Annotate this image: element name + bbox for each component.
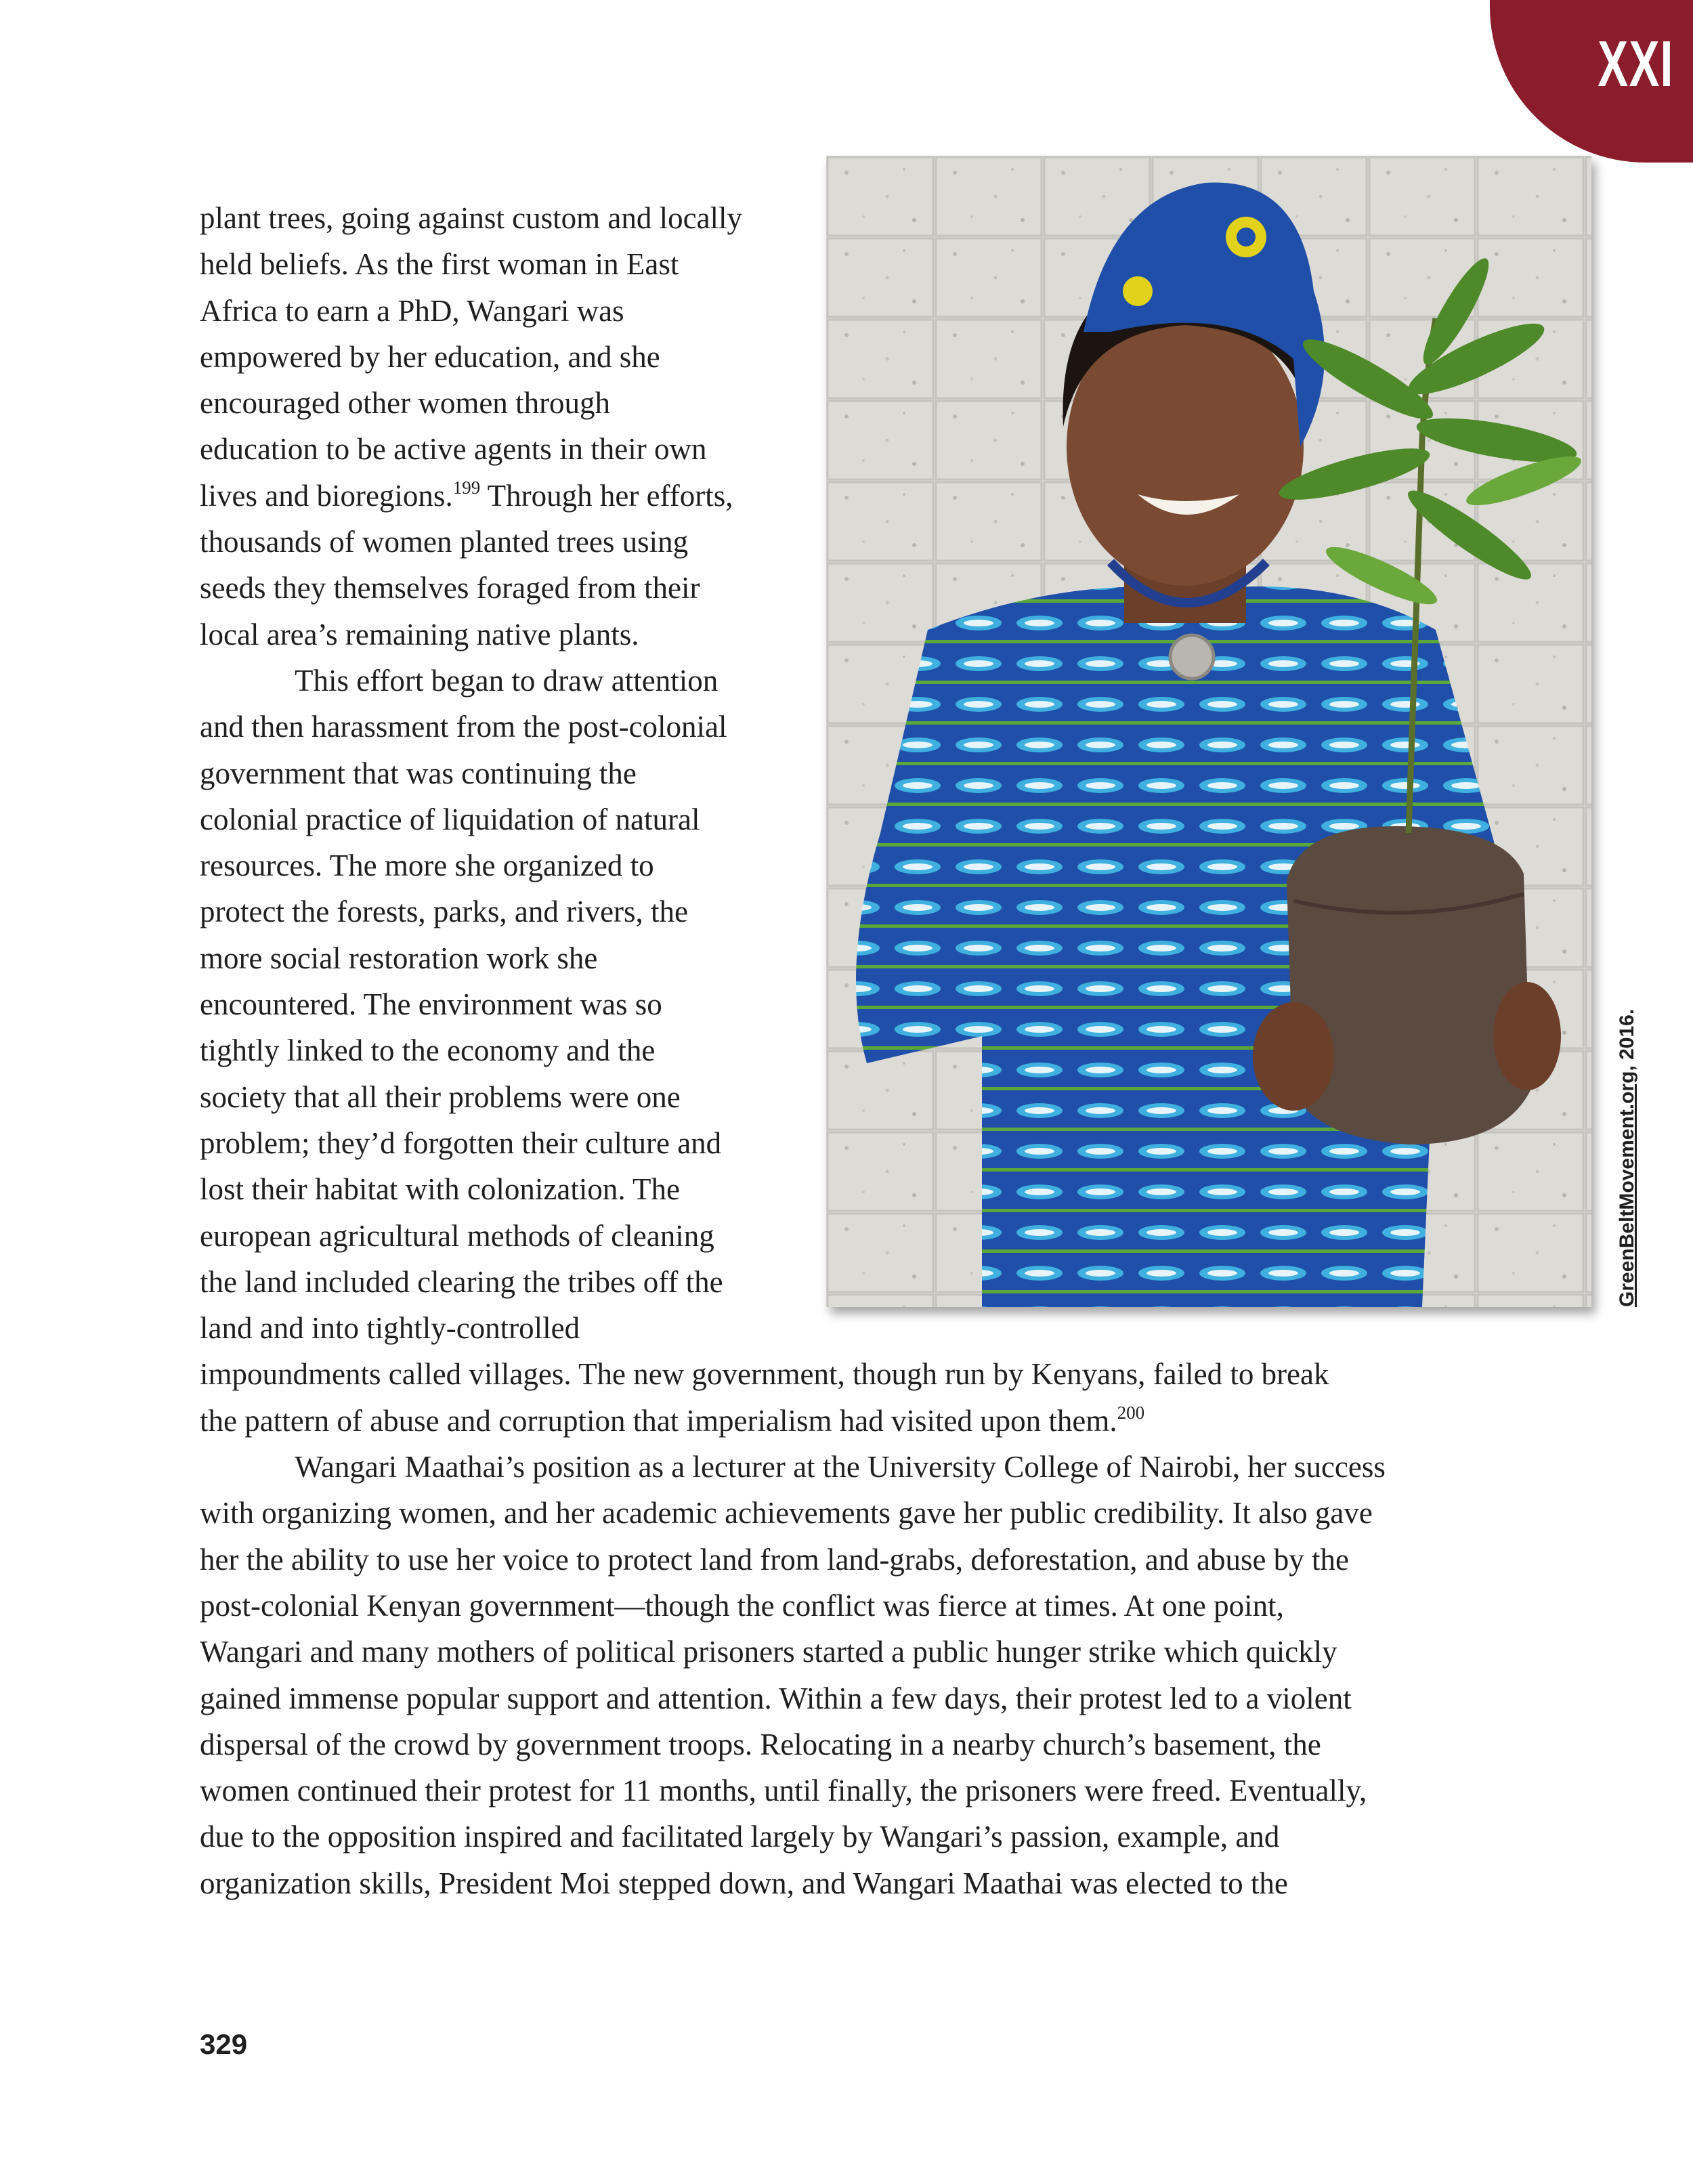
text-line: Wangari Maathai’s position as a lecturer at the University College of Nairobi, her success [295,1450,1386,1484]
text-line: society that all their problems were one [200,1079,681,1114]
text-line: plant trees, going against custom and locally [200,201,743,235]
text-line: resources. The more she organized to [200,849,654,883]
text-line: empowered by her education, and she [200,339,660,374]
paragraph-1 [200,195,1527,658]
text-line: more social restoration work she [200,941,598,975]
text-line: european agricultural methods of cleaning [200,1218,714,1253]
text-line: This effort began to draw attention [295,663,719,698]
text-line: lives and bioregions.$^{199}$ Through her efforts, [200,477,733,513]
text-line: and then harassment from the post-colonial [200,710,727,744]
paragraph-2 [200,658,1527,1444]
text-line: post-colonial Kenyan government—though the conflict was fierce at times. At one point, [200,1588,1284,1623]
text-line: gained immense popular support and attention. Within a few days, their protest led to a violent [200,1681,1352,1715]
photo-credit [1616,765,1639,1307]
text-line: protect the forests, parks, and rivers, the [200,895,689,929]
text-line: land and into tightly-controlled [200,1311,580,1346]
text-line: seeds they themselves foraged from their [200,571,700,605]
text-line: government that was continuing the [200,756,637,790]
paragraph-3 [200,1444,1527,1906]
text-line: colonial practice of liquidation of natural [200,802,700,836]
text-line: tightly linked to the economy and the [200,1033,656,1068]
text-line: the pattern of abuse and corruption that imperialism had visited upon them.$^{200}$ [200,1402,1145,1438]
page-number: 329 [200,2028,248,2060]
text-line: local area’s remaining native plants. [200,617,639,651]
chapter-label: XXI [1598,28,1674,100]
footnote-200[interactable]: 200 [1117,1402,1145,1423]
text-line: her the ability to use her voice to protect land from land-grabs, deforestation, and abuse by the [200,1542,1349,1577]
text-line: dispersal of the crowd by government troops. Relocating in a nearby church’s basement, the [200,1727,1321,1761]
text-line: thousands of women planted trees using [200,525,689,559]
text-line: with organizing women, and her academic achievements gave her public credibility. It also gave [200,1496,1373,1530]
text-line: encouraged other women through [200,386,611,421]
text-line: lost their habitat with colonization. The [200,1172,681,1207]
footnote-199[interactable]: 199 [452,477,481,498]
text-line: organization skills, President Moi stepped down, and Wangari Maathai was elected to the [200,1866,1288,1900]
text-line: encountered. The environment was so [200,987,662,1022]
text-line: women continued their protest for 11 months, until finally, the prisoners were freed. Eventually, [200,1774,1367,1808]
text-line: Africa to earn a PhD, Wangari was [200,293,624,328]
text-line: held beliefs. As the first woman in East [200,247,679,282]
credit-year: , 2016. [1616,1008,1638,1071]
text-line: impoundments called villages. The new government, though run by Kenyans, failed to break [200,1357,1329,1392]
text-line: due to the opposition inspired and facilitated largely by Wangari’s passion, example, and [200,1820,1280,1854]
text-line: education to be active agents in their own [200,432,707,467]
text-line: problem; they’d forgotten their culture and [200,1126,722,1160]
credit-link[interactable]: GreenBeltMovement.org [1616,1071,1638,1307]
article-body [200,195,1527,1906]
text-line: Wangari and many mothers of political prisoners started a public hunger strike which quickly [200,1635,1337,1669]
text-line: the land included clearing the tribes off the [200,1264,723,1299]
